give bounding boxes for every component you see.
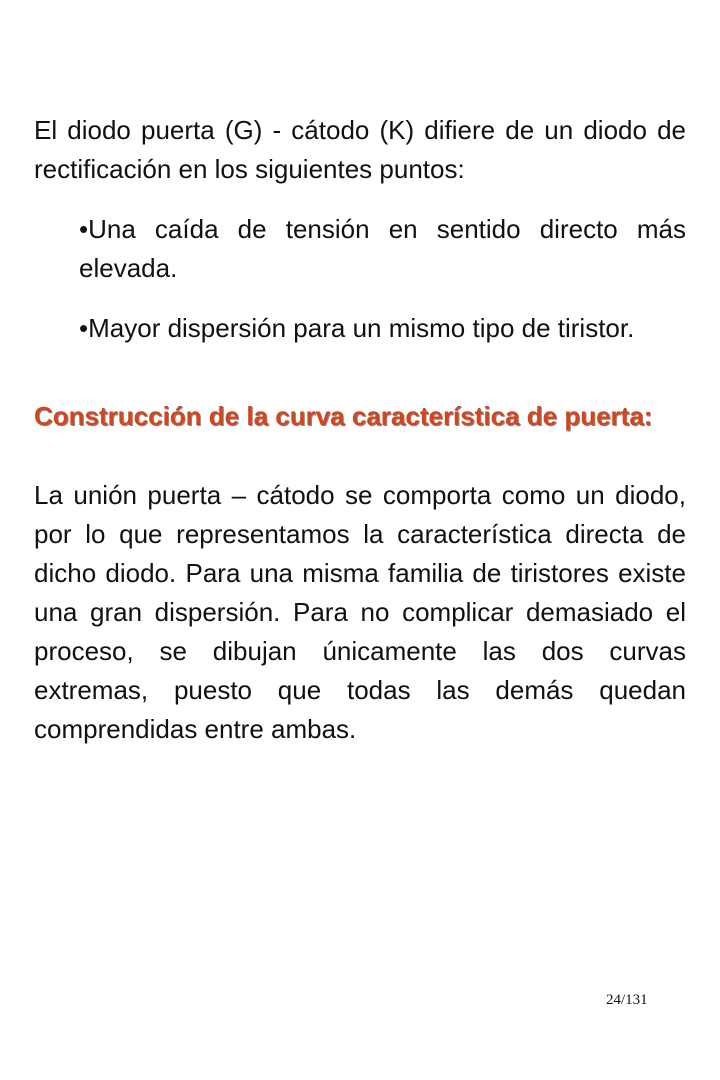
section-heading: Construcción de la curva característica de puerta:	[34, 401, 653, 431]
bullet-list	[34, 210, 686, 348]
section-body-paragraph: La unión puerta – cátodo se comporta como un diodo, por lo que representamos la característica directa de dicho diodo. Para una misma familia de tiristores existe una gran dispersión. Para no complicar demasiado el proceso, se dibujan únicamente las dos curvas extremas, puesto que todas las demás quedan comprendidas entre ambas.	[34, 480, 686, 744]
bullet-item-dispersion	[79, 309, 686, 348]
bullet-marker: •	[79, 313, 89, 343]
intro-paragraph: El diodo puerta (G) - cátodo (K) difiere de un diodo de rectificación en los siguientes puntos:	[34, 115, 686, 184]
bullet-text: Mayor dispersión para un mismo tipo de tiristor.	[88, 313, 635, 343]
bullet-item-voltage-drop	[79, 210, 686, 288]
slide-content	[34, 111, 686, 749]
bullet-text: Una caída de tensión en sentido directo más elevada.	[79, 214, 686, 283]
bullet-marker: •	[79, 214, 89, 244]
page-number: 24/131	[606, 992, 648, 1008]
